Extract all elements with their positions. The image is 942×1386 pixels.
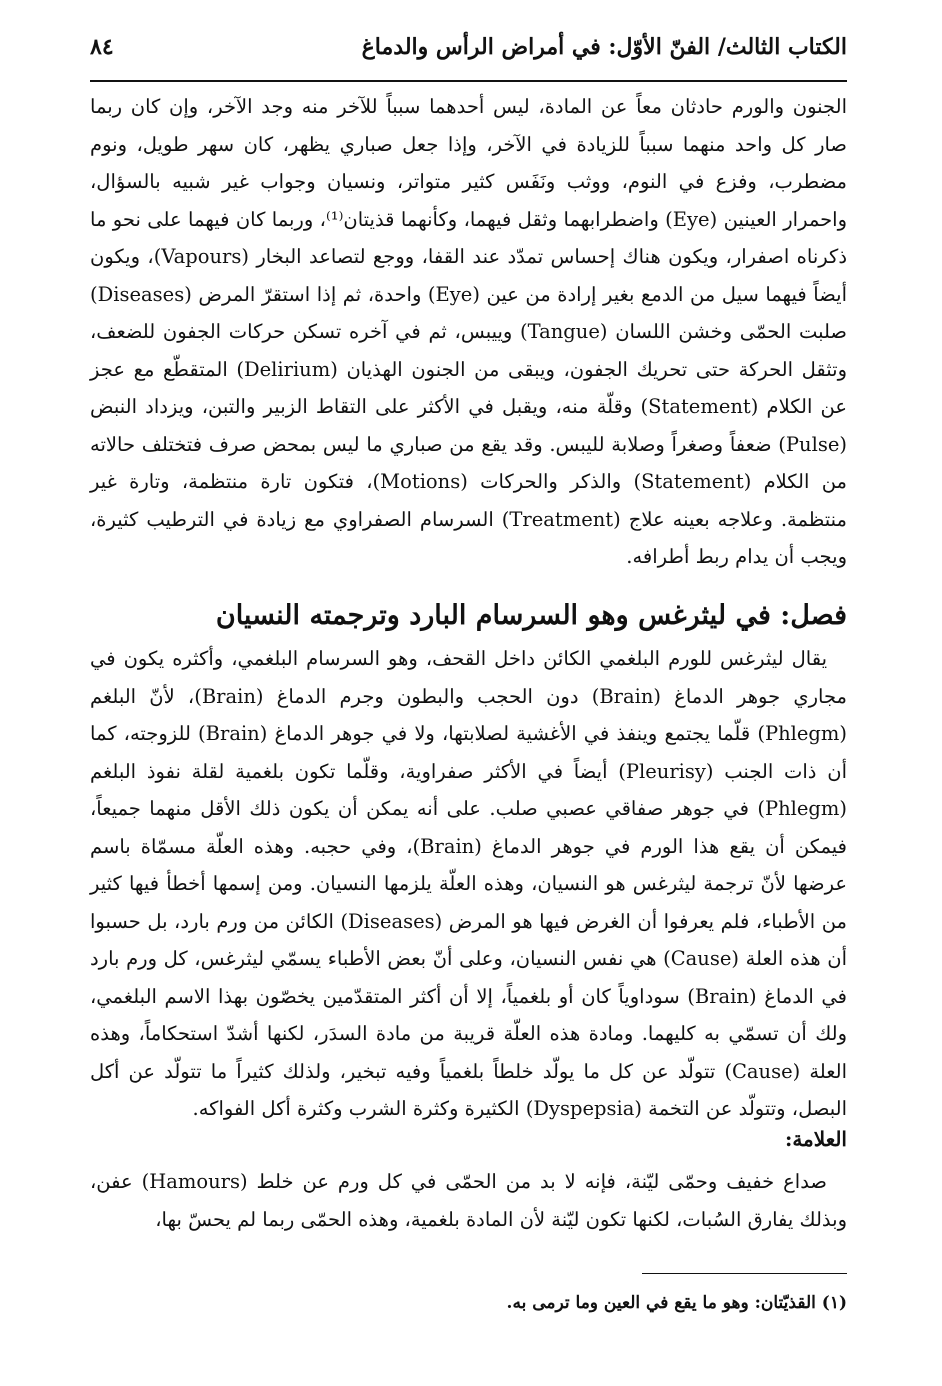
signs-body <box>90 1163 847 1238</box>
section-heading: فصل: في ليثرغس وهو السرسام البارد وترجمته النسيان <box>215 600 847 631</box>
footnote-marker: (١) <box>821 1293 847 1313</box>
continuation-paragraph: الجنون والورم حادثان معاً عن المادة، ليس أحدهما سبباً للآخر منه وجد الآخر، وإن كان ربما صار كل واحد منهما سبباً للزيادة في الآخر، وإذا جعل صباري يظهر، كان سهر طويل، ونوم مضطرب، وفزع في النوم، ووثب ونَفَس كثير متواتر، ونسيان وجواب غير شبيه بالسؤال، واحمرار العينين (Eye) واضطرابهما وثقل فيهما، وكأنهما قذيتان⁽¹⁾، وربما كان فيهما على نحو ما ذكرناه اصفرار، ويكون هناك إحساس تمدّد عند القفا، ووجع لتصاعد البخار (Vapours)، ويكون أيضاً فيهما سيل من الدمع بغير إرادة من عين (Eye) واحدة، ثم إذا استقرّ المرض (Diseases) صلبت الحمّى وخشن اللسان (Tangue) وييبس، ثم في آخره تسكن حركات الجفون للضعف، وتثقل الحركة حتى تحريك الجفون، ويبقى من الجنون الهذيان (Delirium) المتقطّع مع عجز عن الكلام (Statement) وقلّة منه، ويقبل في الأكثر على التقاط الزبير والتبن، ويزداد النبض (Pulse) ضعفاً وصغراً وصلابة لليبس. وقد يقع من صباري ما ليس بمحض صرف فتختلف حالاته من الكلام (Statement) والذكر والحركات (Motions)، فتكون تارة منتظمة، وتارة غير منتظمة. وعلاجه بعينه علاج (Treatment) السرسام الصفراوي مع زيادة في الترطيب كثيرة، ويجب أن يدام ربط أطرافه. <box>90 95 848 568</box>
footnote <box>90 1288 847 1318</box>
running-header <box>90 22 847 72</box>
signs-paragraph: صداع خفيف وحمّى ليّنة، فإنه لا بد من الحمّى في كل ورم عن خلط (Hamours) عفن، وبذلك يفارق السُبات، لكنها تكون ليّنة لأن المادة بلغمية، وهذه الحمّى ربما لم يحسّ بها، <box>90 1170 847 1231</box>
section-body <box>90 640 847 1128</box>
page-number: ٨٤ <box>90 34 114 60</box>
footnote-rule <box>642 1273 847 1274</box>
section-paragraph: يقال ليثرغس للورم البلغمي الكائن داخل القحف، وهو السرسام البلغمي، وأكثره يكون في مجاري جوهر الدماغ (Brain) دون الحجب والبطون وجرم الدماغ (Brain)، لأنّ البلغم (Phlegm) قلّما يجتمع وينفذ في الأغشية لصلابتها، ولا في جوهر الدماغ (Brain) للزوجته، كما أن ذات الجنب (Pleurisy) أيضاً في الأكثر صفراوية، وقلّما تكون بلغمية لقلة نفوذ البلغم (Phlegm) في جوهر صفاقي عصبي صلب. على أنه يمكن أن يكون ذلك الأقل منهما جميعاً، فيمكن أن يقع هذا الورم في جوهر الدماغ (Brain)، وفي حجبه. وهذه العلّة مسمّاة باسم عرضها لأنّ ترجمة ليثرغس هو النسيان، وهذه العلّة يلزمها النسيان. ومن إسمها أخطأ فيها كثير من الأطباء، فلم يعرفوا أن الغرض فيها هو المرض (Diseases) الكائن من ورم بارد، بل حسبوا أن هذه العلة (Cause) هي نفس النسيان، وعلى أنّ بعض الأطباء يسمّي ليثرغس، كل ورم بارد في الدماغ (Brain) سوداوياً كان أو بلغمياً، إلا أن أكثر المتقدّمين يخصّون بهذا الاسم البلغمي، ولك أن تسمّي به كليهما. ومادة هذه العلّة قريبة من مادة السدَر، لكنها أشدّ استحكاماً، وهذه العلة (Cause) تتولّد عن كل ما يولّد خلطاً بلغمياً وفيه تبخير، ولذلك كثيراً ما تتولّد عن أكل البصل، وتتولّد عن التخمة (Dyspepsia) الكثيرة وكثرة الشرب وكثرة أكل الفواكه. <box>90 647 848 1120</box>
footnote-text: القذيّتان: وهو ما يقع في العين وما ترمى به. <box>506 1293 816 1313</box>
signs-heading: العلامة: <box>784 1127 847 1151</box>
header-rule <box>90 80 847 82</box>
continuation-text <box>90 88 847 576</box>
header-title: الكتاب الثالث/ الفنّ الأوّل: في أمراض الرأس والدماغ <box>361 34 847 60</box>
